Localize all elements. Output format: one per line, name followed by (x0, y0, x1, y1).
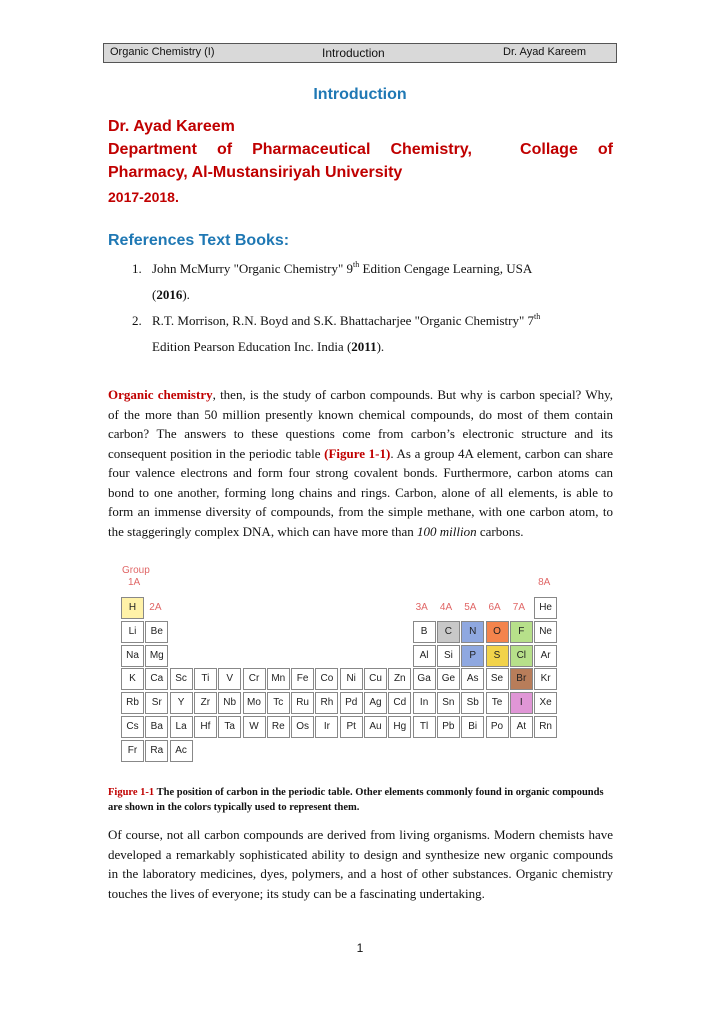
dept-word: of (597, 141, 613, 158)
element-tc: Tc (267, 692, 290, 714)
element-sr: Sr (145, 692, 168, 714)
group-1a-label (122, 565, 150, 589)
element-pt: Pt (340, 716, 363, 738)
element-h: H (121, 597, 144, 619)
element-os: Os (291, 716, 314, 738)
element-ga: Ga (413, 668, 436, 690)
academic-year: 2017-2018. (108, 189, 179, 205)
element-s: S (486, 645, 509, 667)
element-ar: Ar (534, 645, 557, 667)
dept-word: Collage (520, 141, 578, 158)
element-co: Co (315, 668, 338, 690)
element-y: Y (170, 692, 193, 714)
element-ru: Ru (291, 692, 314, 714)
caption-label: Figure 1-1 (108, 787, 155, 798)
element-rh: Rh (315, 692, 338, 714)
element-f: F (510, 621, 533, 643)
header-topic: Introduction (322, 46, 385, 60)
author-block (108, 115, 613, 184)
element-n: N (461, 621, 484, 643)
term-organic-chemistry: Organic chemistry (108, 387, 213, 402)
element-c: C (437, 621, 460, 643)
element-cd: Cd (388, 692, 411, 714)
element-at: At (510, 716, 533, 738)
page-number: 1 (356, 941, 364, 955)
author-department (108, 138, 613, 161)
header-author: Dr. Ayad Kareem (503, 46, 586, 58)
element-sc: Sc (170, 668, 193, 690)
element-xe: Xe (534, 692, 557, 714)
group-label: 5A (464, 602, 477, 613)
element-pb: Pb (437, 716, 460, 738)
group-label: 7A (512, 602, 526, 613)
dept-word: Department (108, 141, 197, 158)
references-list (132, 256, 612, 360)
element-na: Na (121, 645, 144, 667)
element-w: W (243, 716, 266, 738)
element-ra: Ra (145, 740, 168, 762)
group-2a-label: 2A (149, 602, 162, 613)
element-nb: Nb (218, 692, 241, 714)
page-title: Introduction (313, 86, 407, 103)
element-cu: Cu (364, 668, 387, 690)
element-in: In (413, 692, 436, 714)
reference-item: 1. John McMurry "Organic Chemistry" 9th Edition Cengage Learning, USA (2016). (132, 260, 533, 302)
element-fe: Fe (291, 668, 314, 690)
element-si: Si (437, 645, 460, 667)
caption-text: The position of carbon in the periodic table. Other elements commonly found in organic compounds are shown in the colors typically used to represent them. (108, 787, 604, 813)
references-heading: References Text Books: (108, 232, 290, 249)
element-fr: Fr (121, 740, 144, 762)
element-mg: Mg (145, 645, 168, 667)
element-zr: Zr (194, 692, 217, 714)
element-ag: Ag (364, 692, 387, 714)
element-v: V (218, 668, 241, 690)
element-cl: Cl (510, 645, 533, 667)
element-se: Se (486, 668, 509, 690)
element-ca: Ca (145, 668, 168, 690)
element-re: Re (267, 716, 290, 738)
element-br: Br (510, 668, 533, 690)
element-sn: Sn (437, 692, 460, 714)
element-ta: Ta (218, 716, 241, 738)
element-ti: Ti (194, 668, 217, 690)
group-1a: 1A (128, 577, 141, 588)
element-pd: Pd (340, 692, 363, 714)
figure-reference: (Figure 1-1) (324, 445, 391, 461)
element-kr: Kr (534, 668, 557, 690)
element-zn: Zn (388, 668, 411, 690)
reference-item: 2. R.T. Morrison, R.N. Boyd and S.K. Bhattacharjee "Organic Chemistry" 7th Edition Pearson Education Inc. India (2011). (132, 312, 541, 354)
element-hf: Hf (194, 716, 217, 738)
element-o: O (486, 621, 509, 643)
dept-word: Pharmaceutical (252, 141, 371, 158)
element-b: B (413, 621, 436, 643)
element-rb: Rb (121, 692, 144, 714)
group-label: 3A (415, 602, 428, 613)
group-word: Group (122, 565, 150, 576)
element-hg: Hg (388, 716, 411, 738)
dept-word: of (216, 141, 233, 158)
element-al: Al (413, 645, 436, 667)
header-course: Organic Chemistry (I) (110, 46, 215, 58)
closing-paragraph: Of course, not all carbon compounds are derived from living organisms. Modern chemists have developed a remarkably sophisticated ability to design and synthesize new organic compounds in the laboratory medicines, dyes, polymers, and a host of other substances. Organic chemistry touches the lives of everyone; its study can be a fascinating undertaking. (108, 827, 613, 901)
element-mn: Mn (267, 668, 290, 690)
element-i: I (510, 692, 533, 714)
element-li: Li (121, 621, 144, 643)
intro-paragraph: Organic chemistry, then, is the study of carbon compounds. But why is carbon special? Why, of the more than 50 million presently known chemical compounds, do most of them contain carbon? The answers to these questions come from carbon’s electronic structure and its consequent position in the periodic table (Figure 1-1). As a group 4A element, carbon can share four valence electrons and form four strong covalent bonds. Furthermore, carbon atoms can bond to one another, forming long chains and rings. Carbon, alone of all elements, is able to form an immense diversity of compounds, from the simple methane, with one carbon atom, to the staggeringly complex DNA, which can have more than 100 million carbons. (108, 387, 614, 539)
figure-caption (108, 785, 613, 815)
element-p: P (461, 645, 484, 667)
element-k: K (121, 668, 144, 690)
element-bi: Bi (461, 716, 484, 738)
element-ne: Ne (534, 621, 557, 643)
group-label: 4A (439, 602, 453, 613)
element-la: La (170, 716, 193, 738)
element-po: Po (486, 716, 509, 738)
element-te: Te (486, 692, 509, 714)
group-label: 6A (488, 602, 501, 613)
page-header (103, 43, 617, 63)
dept-word: Chemistry, (390, 141, 472, 158)
group-8a-label: 8A (538, 577, 551, 588)
element-ba: Ba (145, 716, 168, 738)
element-ac: Ac (170, 740, 193, 762)
element-be: Be (145, 621, 168, 643)
element-sb: Sb (461, 692, 484, 714)
element-mo: Mo (243, 692, 266, 714)
author-name: Dr. Ayad Kareem (108, 118, 235, 135)
element-ge: Ge (437, 668, 460, 690)
element-cr: Cr (243, 668, 266, 690)
author-institution: Pharmacy, Al-Mustansiriyah University (108, 164, 403, 181)
element-ni: Ni (340, 668, 363, 690)
element-rn: Rn (534, 716, 557, 738)
element-ir: Ir (315, 716, 338, 738)
element-he: He (534, 597, 557, 619)
element-tl: Tl (413, 716, 436, 738)
element-cs: Cs (121, 716, 144, 738)
element-as: As (461, 668, 484, 690)
element-au: Au (364, 716, 387, 738)
